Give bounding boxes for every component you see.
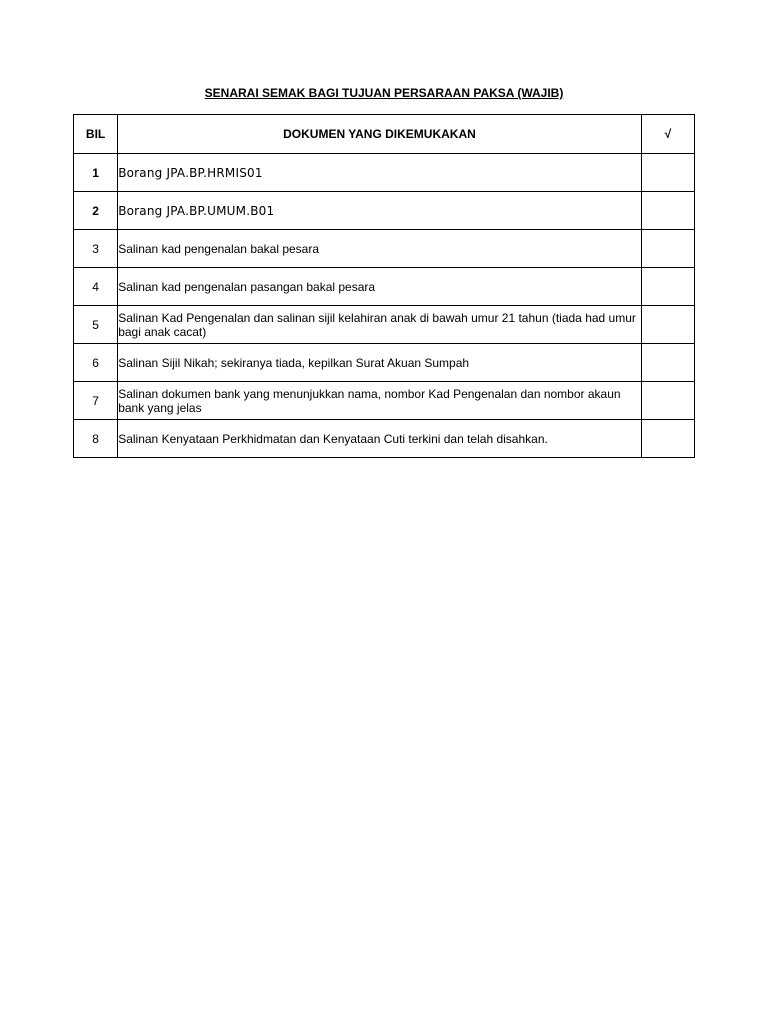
header-check: √ bbox=[641, 115, 694, 154]
table-body bbox=[74, 154, 695, 458]
page-title: SENARAI SEMAK BAGI TUJUAN PERSARAAN PAKSA (WAJIB) bbox=[204, 86, 564, 100]
header-dokumen: DOKUMEN YANG DIKEMUKAKAN bbox=[118, 115, 642, 154]
row-number: 4 bbox=[74, 268, 118, 306]
row-number: 8 bbox=[74, 420, 118, 458]
row-check-cell[interactable] bbox=[641, 192, 694, 230]
row-check-cell[interactable] bbox=[641, 344, 694, 382]
header-row bbox=[74, 115, 695, 154]
row-number: 2 bbox=[74, 192, 118, 230]
header-bil: BIL bbox=[74, 115, 118, 154]
table-header bbox=[74, 115, 695, 154]
table-row bbox=[74, 230, 695, 268]
table-row bbox=[74, 192, 695, 230]
table-row bbox=[74, 344, 695, 382]
row-number: 3 bbox=[74, 230, 118, 268]
table-row bbox=[74, 306, 695, 344]
checklist-table bbox=[73, 114, 695, 458]
row-document: Borang JPA.BP.HRMIS01 bbox=[118, 154, 642, 192]
row-check-cell[interactable] bbox=[641, 230, 694, 268]
row-number: 5 bbox=[74, 306, 118, 344]
row-check-cell[interactable] bbox=[641, 382, 694, 420]
row-document: Salinan Sijil Nikah; sekiranya tiada, kepilkan Surat Akuan Sumpah bbox=[118, 344, 642, 382]
row-check-cell[interactable] bbox=[641, 268, 694, 306]
table-row bbox=[74, 268, 695, 306]
row-check-cell[interactable] bbox=[641, 154, 694, 192]
row-check-cell[interactable] bbox=[641, 306, 694, 344]
row-number: 6 bbox=[74, 344, 118, 382]
row-document: Salinan kad pengenalan pasangan bakal pesara bbox=[118, 268, 642, 306]
table-row bbox=[74, 154, 695, 192]
row-document: Salinan kad pengenalan bakal pesara bbox=[118, 230, 642, 268]
row-number: 7 bbox=[74, 382, 118, 420]
table-row bbox=[74, 420, 695, 458]
row-check-cell[interactable] bbox=[641, 420, 694, 458]
row-document: Borang JPA.BP.UMUM.B01 bbox=[118, 192, 642, 230]
row-document: Salinan Kad Pengenalan dan salinan sijil kelahiran anak di bawah umur 21 tahun (tiada had umur bagi anak cacat) bbox=[118, 306, 642, 344]
row-document: Salinan dokumen bank yang menunjukkan nama, nombor Kad Pengenalan dan nombor akaun bank yang jelas bbox=[118, 382, 642, 420]
row-document: Salinan Kenyataan Perkhidmatan dan Kenyataan Cuti terkini dan telah disahkan. bbox=[118, 420, 642, 458]
table-row bbox=[74, 382, 695, 420]
row-number: 1 bbox=[74, 154, 118, 192]
